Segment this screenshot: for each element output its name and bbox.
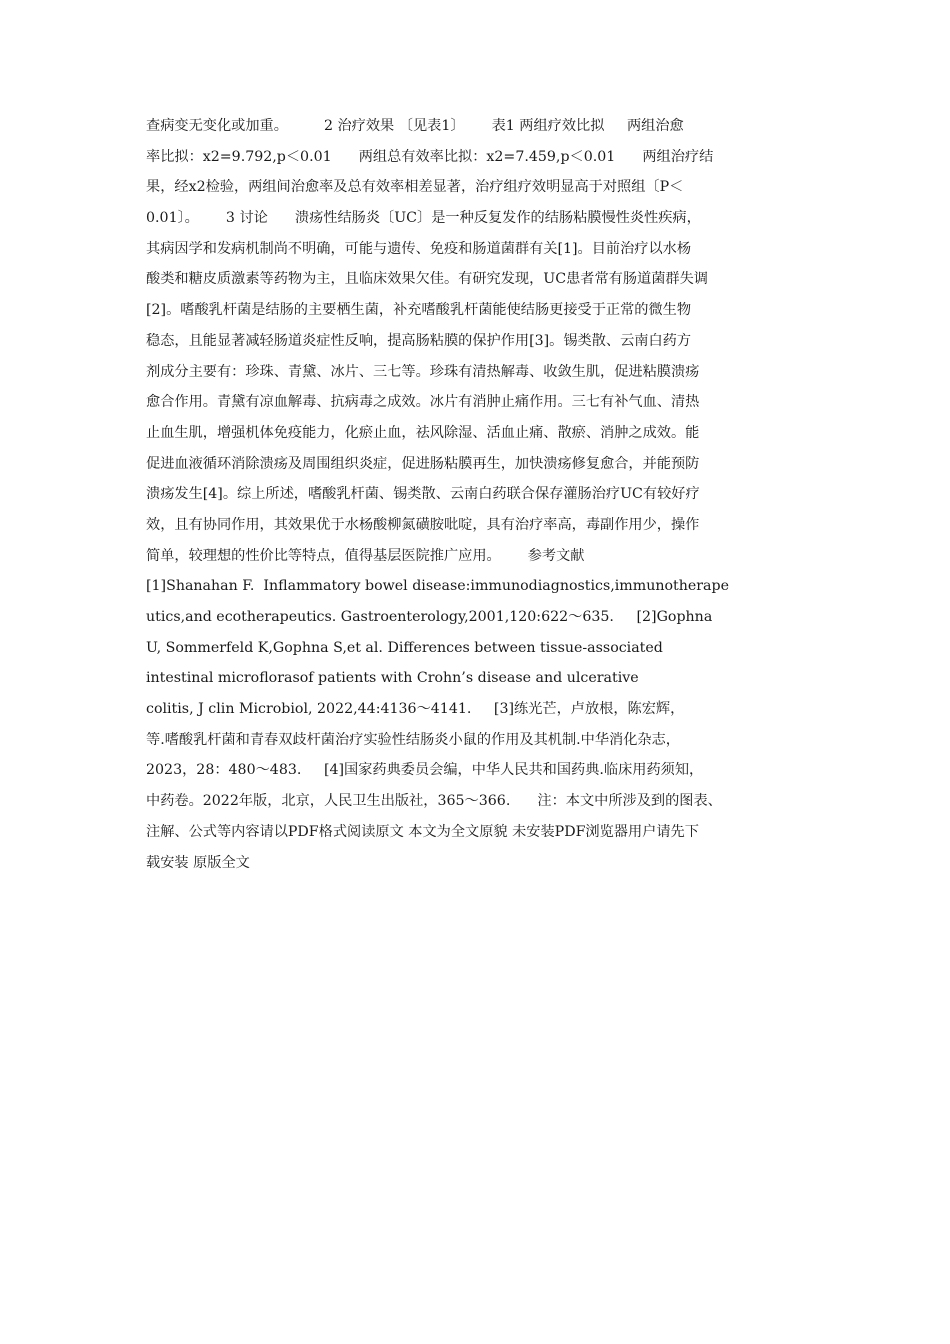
text-line: [2]。嗜酸乳杆菌是结肠的主要栖生菌，补充嗜酸乳杆菌能使结肠更接受于正常的微生物 — [146, 302, 692, 319]
reference-line: 等.嗜酸乳杆菌和青春双歧杆菌治疗实验性结肠炎小鼠的作用及其机制.中华消化杂志， — [146, 731, 680, 748]
reference-line: colitis, J clin Microbiol, 2022,44:4136～4141. [3]练光芒，卢放根，陈宏辉， — [146, 701, 685, 718]
text-line: 率比拟：x2=9.792,p＜0.01 两组总有效率比拟：x2=7.459,p＜0.01 两组治疗结 — [146, 148, 714, 165]
reference-line: 2023，28：480～483. [4]国家药典委员会编，中华人民共和国药典.临床用药须知， — [146, 762, 704, 779]
reference-line: 中药卷。2022年版，北京，人民卫生出版社，365～366. 注：本文中所涉及到的图表、 — [146, 793, 722, 810]
reference-line: utics,and ecotherapeutics. Gastroenterology,2001,120:622～635. [2]Gophna — [146, 609, 713, 625]
reference-line: intestinal microflorasof patients with Crohn’s disease and ulcerative — [146, 670, 639, 687]
text-line: 简单，较理想的性价比等特点，值得基层医院推广应用。 参考文献 — [146, 547, 585, 564]
reference-line: [1]Shanahan F. Inflammatory bowel disease:immunodiagnostics,immunotherape — [146, 578, 729, 595]
note-line: 载安装 原版全文 — [146, 854, 250, 871]
text-line: 果，经x2检验，两组间治愈率及总有效率相差显著，治疗组疗效明显高于对照组〔P＜ — [146, 179, 684, 196]
text-line: 剂成分主要有：珍珠、青黛、冰片、三七等。珍珠有清热解毒、收敛生肌，促进粘膜溃疡 — [146, 363, 700, 380]
text-line: 查病变无变化或加重。 2 治疗效果 〔见表1〕 表1 两组疗效比拟 两组治愈 — [146, 118, 684, 134]
text-line: 0.01〕。 3 讨论 溃疡性结肠炎〔UC〕是一种反复发作的结肠粘膜慢性炎性疾病， — [146, 210, 701, 227]
text-line: 止血生肌，增强机体免疫能力，化瘀止血，祛风除湿、活血止痛、散瘀、消肿之成效。能 — [146, 424, 700, 441]
text-line: 酸类和糖皮质激素等药物为主，且临床效果欠佳。有研究发现，UC患者常有肠道菌群失调 — [146, 271, 708, 288]
text-line: 促进血液循环消除溃疡及周围组织炎症，促进肠粘膜再生，加快溃疡修复愈合，并能预防 — [146, 455, 700, 472]
text-line: 其病因学和发病机制尚不明确，可能与遗传、免疫和肠道菌群有关[1]。目前治疗以水杨 — [146, 240, 692, 257]
note-line: 注解、公式等内容请以PDF格式阅读原文 本文为全文原貌 未安装PDF浏览器用户请先下 — [146, 823, 699, 840]
document-body — [146, 111, 816, 878]
text-line: 溃疡发生[4]。综上所述，嗜酸乳杆菌、锡类散、云南白药联合保存灌肠治疗UC有较好疗 — [146, 486, 700, 503]
text-line: 愈合作用。青黛有凉血解毒、抗病毒之成效。冰片有消肿止痛作用。三七有补气血、清热 — [146, 394, 700, 411]
reference-line: U, Sommerfeld K,Gophna S,et al. Differences between tissue-associated — [146, 639, 663, 656]
text-line: 稳态，且能显著减轻肠道炎症性反响，提高肠粘膜的保护作用[3]。锡类散、云南白药方 — [146, 332, 692, 349]
text-line: 效，且有协同作用，其效果优于水杨酸柳氮磺胺吡啶，具有治疗率高，毒副作用少，操作 — [146, 516, 700, 533]
